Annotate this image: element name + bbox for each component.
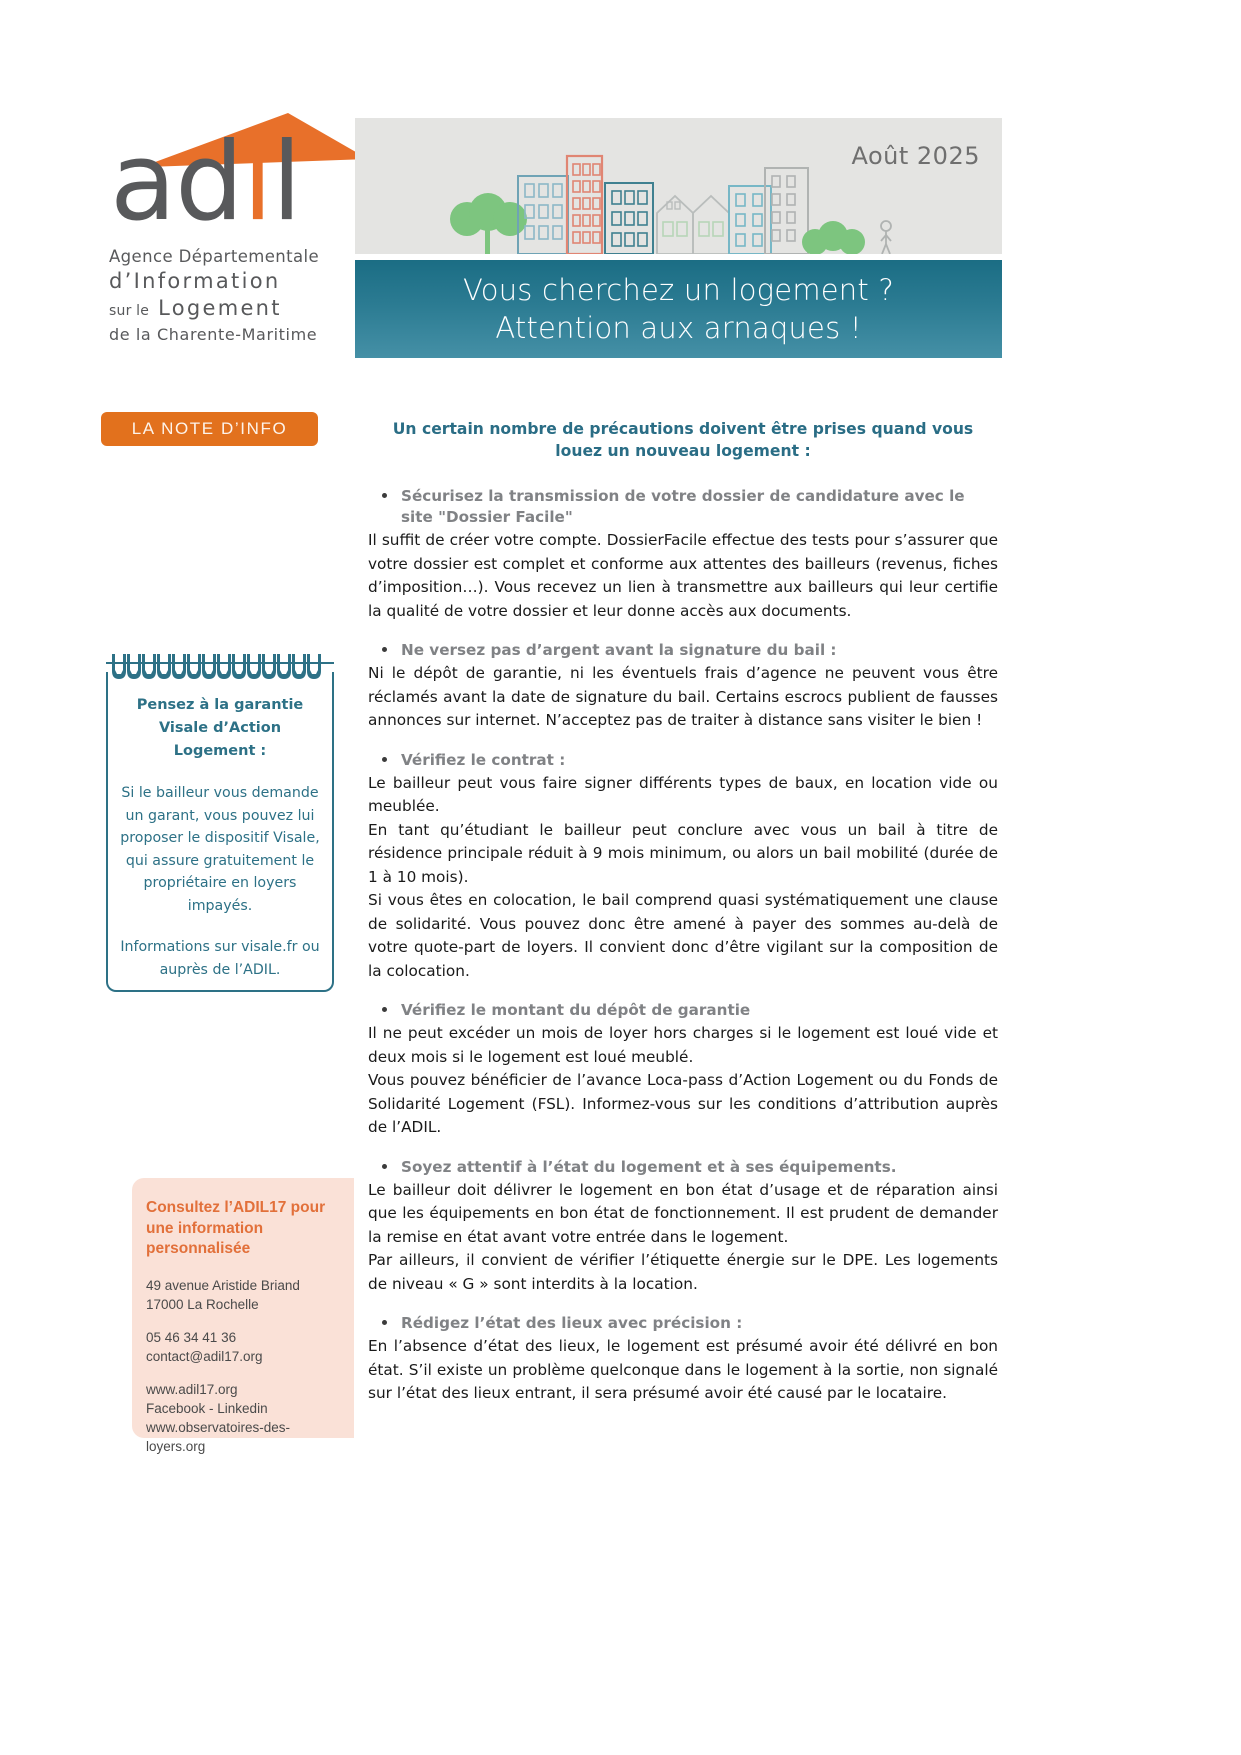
visale-notepad <box>106 672 334 992</box>
content-section <box>368 486 998 623</box>
section-paragraph: En tant qu’étudiant le bailleur peut conclure avec vous un bail à titre de résidence principale réduit à 9 mois minimum, ou alors un bail mobilité (durée de 1 à 10 mois). <box>368 820 998 886</box>
section-heading-text: Vérifiez le contrat : <box>401 750 566 769</box>
section-paragraph: Si vous êtes en colocation, le bail comprend quasi systématiquement une clause de solidarité. Vous pouvez donc être amené à payer des sommes au-delà de votre quote-part de loyers. Il convient donc d’être vigilant sur la composition de la colocation. <box>368 891 998 980</box>
content-section <box>368 1157 998 1297</box>
section-paragraph: Il suffit de créer votre compte. DossierFacile effectue des tests pour s’assurer que votre dossier est complet et conforme aux attentes des bailleurs (revenus, fiches d’imposition…). Vous recevez un lien à transmettre aux bailleurs qui leur certifie la qualité de votre dossier et leur donne accès aux documents. <box>368 531 998 620</box>
content-section <box>368 1000 998 1140</box>
left-column <box>95 95 360 438</box>
logo-sub-line4: de la Charente-Maritime <box>109 325 318 344</box>
main-content <box>368 418 998 1423</box>
notepad-title-line2: Visale d’Action Logement : <box>158 720 282 759</box>
notepad-spacer-2 <box>120 917 320 936</box>
section-body <box>368 1179 998 1297</box>
bullet-icon <box>382 1007 387 1012</box>
contact-website[interactable]: www.adil17.org <box>146 1381 238 1397</box>
logo-sub-line1: Agence Départementale <box>109 247 320 266</box>
content-section <box>368 750 998 984</box>
title-banner <box>355 260 1002 358</box>
banner-title-line2: Attention aux arnaques ! <box>495 311 862 345</box>
section-paragraph: Le bailleur peut vous faire signer différents types de baux, en location vide ou meublée. <box>368 773 998 815</box>
logo-sub-line2: d’Information <box>109 269 281 293</box>
city-skyline-illustration <box>355 118 1002 254</box>
notepad-paragraph-1: Si le bailleur vous demande un garant, vous pouvez lui proposer le dispositif Visale, qui assure gratuitement le propriétaire en loyers impayés. <box>120 785 320 914</box>
section-heading-text: Soyez attentif à l’état du logement et à ses équipements. <box>401 1157 897 1176</box>
contact-spacer-2 <box>146 1366 340 1380</box>
city-illustration-band <box>355 118 1002 254</box>
contact-observatory-link[interactable]: www.observatoires-des-loyers.org <box>146 1419 291 1454</box>
section-body <box>368 662 998 733</box>
logo-sub-line3: sur le Logement <box>109 296 282 320</box>
contact-address-line1: 49 avenue Aristide Briand <box>146 1277 300 1293</box>
section-heading-text: Ne versez pas d’argent avant la signature du bail : <box>401 641 837 659</box>
contact-address-line2: 17000 La Rochelle <box>146 1296 259 1312</box>
section-paragraph: Par ailleurs, il convient de vérifier l’étiquette énergie sur le DPE. Les logements de niveau « G » sont interdits à la location. <box>368 1251 998 1293</box>
notepad-title-line1: Pensez à la garantie <box>136 697 304 713</box>
section-body <box>368 529 998 623</box>
adil-logo <box>95 95 335 395</box>
section-heading-text: Vérifiez le montant du dépôt de garantie <box>401 1001 751 1019</box>
section-body <box>368 772 998 984</box>
contact-email[interactable]: contact@adil17.org <box>146 1348 263 1364</box>
contact-phone: 05 46 34 41 36 <box>146 1329 237 1345</box>
bullet-icon <box>382 493 387 498</box>
section-heading <box>368 1000 998 1021</box>
section-body <box>368 1022 998 1140</box>
section-heading <box>368 640 998 661</box>
section-paragraph: En l’absence d’état des lieux, le logement est présumé avoir été délivré en bon état. S’il existe un problème quelconque dans le logement à la sortie, non signalé sur l’état des lieux entrant, il sera présumé avoir été causé par le locataire. <box>368 1337 998 1402</box>
bullet-icon <box>382 1320 387 1325</box>
sections-list <box>368 486 998 1406</box>
note-info-badge: LA NOTE D’INFO <box>101 412 318 446</box>
contact-box <box>132 1178 354 1454</box>
intro-heading: Un certain nombre de précautions doivent être prises quand vous louez un nouveau logement : <box>392 420 974 460</box>
section-paragraph: Le bailleur doit délivrer le logement en bon état d’usage et de réparation ainsi que les équipements en bon état de fonctionnement. Il est prudent de demander la remise en état avant votre entrée dans le logement. <box>368 1180 998 1246</box>
logo-wordmark: adil <box>110 120 301 245</box>
bullet-icon <box>382 757 387 762</box>
bullet-icon <box>382 1164 387 1169</box>
notepad-content <box>108 672 332 991</box>
section-heading-text: Rédigez l’état des lieux avec précision : <box>401 1314 743 1332</box>
section-paragraph: Ni le dépôt de garantie, ni les éventuels frais d’agence ne peuvent vous être réclamés avant la date de signature du bail. Certains escrocs publient de fausses annonces sur internet. N’acceptez pas de traiter à distance sans visiter le bien ! <box>368 664 998 729</box>
section-heading <box>368 1157 998 1178</box>
issue-date: Août 2025 <box>851 142 980 170</box>
section-heading-text: Sécurisez la transmission de votre dossier de candidature avec le site "Dossier Facile" <box>401 487 965 526</box>
bullet-icon <box>382 647 387 652</box>
section-paragraph: Il ne peut excéder un mois de loyer hors charges si le logement est loué vide et deux mois si le logement est loué meublé. <box>368 1024 998 1066</box>
banner-title-line1: Vous cherchez un logement ? <box>463 273 894 307</box>
contact-spacer-1 <box>146 1314 340 1328</box>
content-section <box>368 640 998 733</box>
notepad-spacer <box>120 763 320 782</box>
section-heading <box>368 750 998 771</box>
contact-title: Consultez l’ADIL17 pour une information personnalisée <box>146 1199 326 1257</box>
section-body <box>368 1335 998 1406</box>
spiral-binding-icon <box>106 654 334 680</box>
logo-subtitle <box>109 247 349 344</box>
section-heading <box>368 486 998 528</box>
content-section <box>368 1313 998 1406</box>
contact-social[interactable]: Facebook - Linkedin <box>146 1400 268 1416</box>
section-paragraph: Vous pouvez bénéficier de l’avance Loca-pass d’Action Logement ou du Fonds de Solidarité Logement (FSL). Informez-vous sur les conditions d’attribution auprès de l’ADIL. <box>368 1071 998 1136</box>
notepad-paragraph-2: Informations sur visale.fr ou auprès de l’ADIL. <box>120 939 320 978</box>
section-heading <box>368 1313 998 1334</box>
